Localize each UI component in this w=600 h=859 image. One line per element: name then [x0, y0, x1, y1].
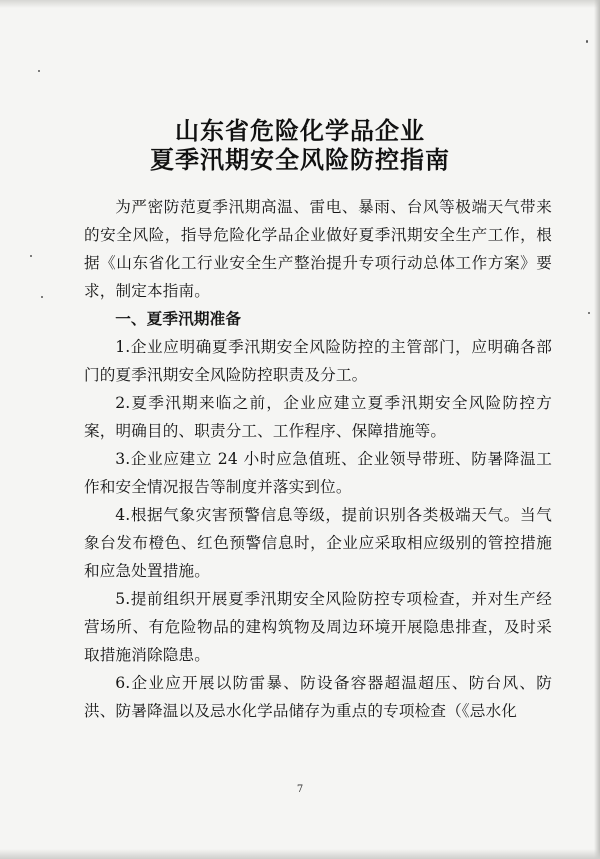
document-title-line1: 山东省危险化学品企业 — [175, 117, 425, 145]
document-body — [84, 193, 552, 725]
scan-speck — [588, 312, 590, 314]
list-item: 5.提前组织开展夏季汛期安全风险防控专项检查，并对生产经营场所、有危险物品的建构筑物及周边环境开展隐患排查，及时采取措施消除隐患。 — [84, 590, 552, 664]
scan-speck — [41, 296, 43, 298]
list-item: 4.根据气象灾害预警信息等级，提前识别各类极端天气。当气象台发布橙色、红色预警信息时，企业应采取相应级别的管控措施和应急处置措施。 — [84, 506, 552, 580]
list-item: 3.企业应建立 24 小时应急值班、企业领导带班、防暑降温工作和安全情况报告等制度并落实到位。 — [84, 450, 552, 496]
page-number: 7 — [296, 784, 304, 795]
scan-shadow-bottom — [0, 849, 600, 859]
scan-speck — [586, 40, 588, 43]
scan-speck — [30, 255, 32, 257]
section-heading: 一、夏季汛期准备 — [115, 310, 242, 328]
scan-speck — [38, 70, 40, 72]
list-item: 1.企业应明确夏季汛期安全风险防控的主管部门，应明确各部门的夏季汛期安全风险防控职责及分工。 — [84, 338, 552, 384]
intro-paragraph: 为严密防范夏季汛期高温、雷电、暴雨、台风等极端天气带来的安全风险，指导危险化学品企业做好夏季汛期安全生产工作，根据《山东省化工行业安全生产整治提升专项行动总体工作方案》要求，制定本指南。 — [84, 198, 552, 300]
scan-shadow-top — [0, 0, 600, 8]
list-item: 6.企业应开展以防雷暴、防设备容器超温超压、防台风、防洪、防暑降温以及忌水化学品储存为重点的专项检查（《忌水化 — [84, 674, 552, 720]
list-item: 2.夏季汛期来临之前，企业应建立夏季汛期安全风险防控方案，明确目的、职责分工、工作程序、保障措施等。 — [84, 394, 552, 440]
document-title-line2: 夏季汛期安全风险防控指南 — [150, 146, 450, 174]
